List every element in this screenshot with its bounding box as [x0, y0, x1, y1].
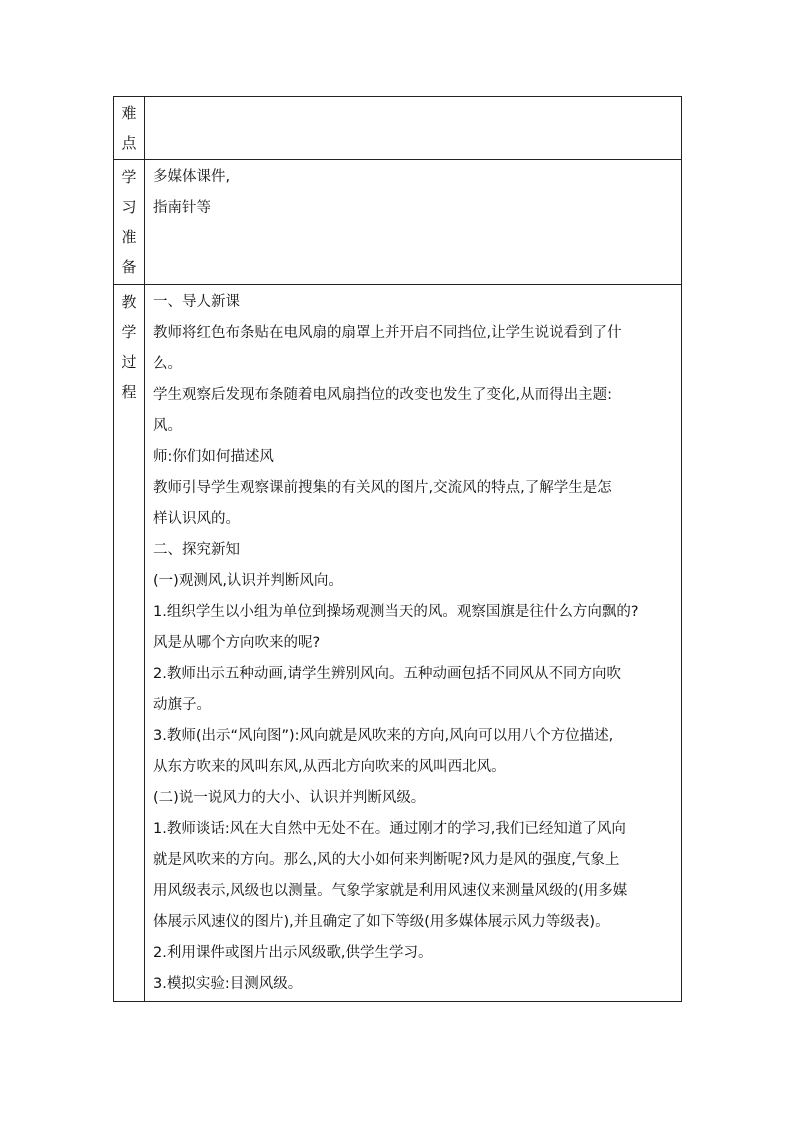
content-line: 3.教师(出示“风向图”):风向就是风吹来的方向,风向可以用八个方位描述,: [153, 728, 614, 744]
content-line: 教师引导学生观察课前搜集的有关风的图片,交流风的特点,了解学生是怎: [153, 480, 612, 496]
content-line: 用风级表示,风级也以测量。气象学家就是利用风速仪来测量风级的(用多媒: [153, 883, 628, 899]
label-char: 难: [121, 104, 137, 122]
content-line: 从东方吹来的风叫东风,从西北方向吹来的风叫西北风。: [153, 759, 506, 775]
content-line: 教师将红色布条贴在电风扇的扇罩上并开启不同挡位,让学生说说看到了什: [153, 325, 622, 341]
section-heading: 二、探究新知: [153, 542, 240, 558]
content-line: 3.模拟实验:目测风级。: [153, 976, 303, 992]
subsection-heading: (二)说一说风力的大小、认识并判断风级。: [153, 790, 426, 806]
row-content-cell: [145, 160, 682, 285]
label-char: 学: [121, 323, 137, 341]
content-line: 风是从哪个方向吹来的呢?: [153, 635, 321, 651]
label-char: 教: [121, 293, 137, 311]
content-line: 指南针等: [153, 200, 211, 216]
content-line: 2.利用课件或图片出示风级歌,供学生学习。: [153, 945, 433, 961]
label-char: 备: [121, 258, 137, 276]
label-char: 习: [121, 198, 137, 216]
content-line: 师:你们如何描述风: [153, 449, 274, 465]
table-row-difficulty: [114, 97, 682, 160]
label-char: 准: [121, 228, 137, 246]
row-content-cell: [145, 97, 682, 160]
subsection-heading: (一)观测风,认识并判断风向。: [153, 573, 343, 589]
content-line: 么。: [153, 356, 182, 372]
content-line: 体展示风速仪的图片),并且确定了如下等级(用多媒体展示风力等级表)。: [153, 914, 610, 930]
content-line: 动旗子。: [153, 697, 211, 713]
row-label-cell: [114, 97, 145, 160]
content-line: 1.教师谈话:风在大自然中无处不在。通过刚才的学习,我们已经知道了风向: [153, 821, 626, 837]
label-char: 学: [121, 168, 137, 186]
table-row-preparation: [114, 160, 682, 285]
lesson-plan-table: [113, 96, 682, 1002]
row-label-cell: [114, 285, 145, 1002]
label-char: 过: [121, 353, 137, 371]
content-line: 2.教师出示五种动画,请学生辨别风向。五种动画包括不同风从不同方向吹: [153, 666, 621, 682]
content-line: 就是风吹来的方向。那么,风的大小如何来判断呢?风力是风的强度,气象上: [153, 852, 620, 868]
content-line: 样认识风的。: [153, 511, 240, 527]
content-line: 1.组织学生以小组为单位到操场观测当天的风。观察国旗是往什么方向飘的?: [153, 604, 639, 620]
row-label-cell: [114, 160, 145, 285]
content-line: 学生观察后发现布条随着电风扇挡位的改变也发生了变化,从而得出主题:: [153, 387, 612, 403]
row-content-cell: [145, 285, 682, 1002]
table-row-process: [114, 285, 682, 1002]
section-heading: 一、导人新课: [153, 294, 240, 310]
content-line: 风。: [153, 418, 182, 434]
content-line: 多媒体课件,: [153, 169, 231, 185]
label-char: 点: [121, 134, 137, 152]
label-char: 程: [121, 383, 137, 401]
